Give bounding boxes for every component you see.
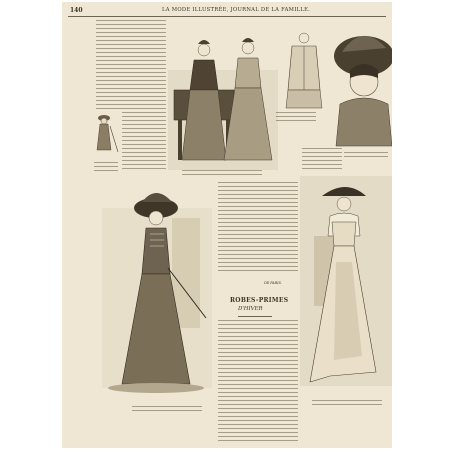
signature: DE PARIS. bbox=[264, 281, 282, 285]
article-heading: ROBES-PRIMES bbox=[230, 297, 289, 304]
header-rule bbox=[68, 16, 386, 17]
heading-rule bbox=[238, 316, 272, 317]
text-column-middle-bottom bbox=[218, 320, 298, 442]
caption-evening-gown bbox=[312, 400, 382, 408]
portrait-with-hat-figure bbox=[332, 26, 392, 146]
bodice-detail-figure bbox=[284, 30, 324, 110]
magazine-page bbox=[62, 2, 394, 448]
caption-bodice bbox=[276, 112, 316, 122]
walking-dress-with-cane-figure bbox=[102, 178, 212, 400]
caption-lines-small-figure bbox=[94, 162, 118, 174]
running-title: LA MODE ILLUSTRÉE, JOURNAL DE LA FAMILLE. bbox=[162, 7, 311, 13]
text-column-middle-top bbox=[218, 182, 298, 274]
text-column-left-top bbox=[96, 20, 166, 112]
text-column-left-mid bbox=[122, 112, 166, 172]
adjacent-page-margin bbox=[392, 0, 452, 452]
woman-in-hat-with-umbrella-figure bbox=[92, 112, 120, 160]
article-subheading: D'HIVER bbox=[238, 306, 263, 312]
evening-gown-figure bbox=[300, 176, 392, 396]
caption-piano-figure bbox=[182, 170, 262, 178]
two-women-near-piano-figure bbox=[168, 20, 278, 170]
page-number: 140 bbox=[70, 7, 83, 14]
text-under-portrait bbox=[302, 148, 342, 172]
caption-walking-dress bbox=[132, 406, 202, 412]
caption-portrait bbox=[344, 152, 388, 160]
